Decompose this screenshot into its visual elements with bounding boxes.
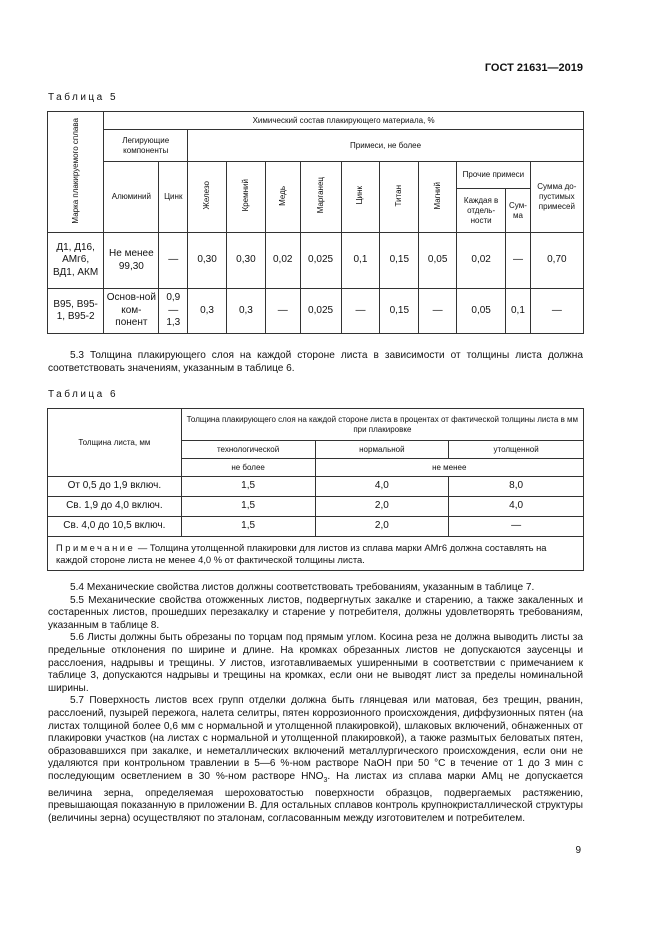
cell-imp: — <box>265 289 300 334</box>
cell-zinc: — <box>159 233 188 289</box>
cell-imp: 0,025 <box>300 289 341 334</box>
cell-normal: 2,0 <box>315 497 449 517</box>
col-total-header: Сумма до-пустимых примесей <box>530 162 583 233</box>
col-each-header: Каждая в отдель-ности <box>457 189 506 233</box>
imp-head-zinc: Цинк <box>341 162 380 233</box>
cell-imp: 0,3 <box>226 289 265 334</box>
cell-tech: 1,5 <box>181 477 315 497</box>
table-row <box>48 233 584 289</box>
col-normal-header: нормальной <box>315 441 449 459</box>
cell-sum: — <box>506 233 531 289</box>
imp-head-iron: Железо <box>188 162 227 233</box>
cell-total: — <box>530 289 583 334</box>
cell-imp: 0,30 <box>226 233 265 289</box>
cell-imp: — <box>341 289 380 334</box>
col-thick-header: утолщенной <box>449 441 584 459</box>
col-brand-header: Марка плакируемого сплава <box>48 112 104 233</box>
paragraph-5-7: 5.7 Поверхность листов всех групп отделки должна быть глянцевая или матовая, без трещин, рванин, расслоений, пузырей пережога, налета селитры, пятен коррозионного происхождения, диффузионных пятен (на листах толщиной более 0,6 мм с нормальной и утолщенной плакировкой), шлаковых включений, обнаженных от плакировки участков (на листах с нормальной и утолщенной плакировкой), а также размытых беловатых пятен, образовавшихся при закалке, и неметаллических включений металлургического происхождения, если они не удаляются при контрольном травлении в 5—6 %-ном растворе NaOH при 50 °С в течение от 1 до 3 мин с последующим осветлением в 30 %-ном растворе $HNO_3$. На листах из сплава марки АМц не допускается величина зерна, определяемая шероховатостью поверхности образцов, подвергаемых растяжению, превышающая показанную в приложении В. Для остальных сплавов контроль крупнокристаллической структуры (величины зерна) осуществляют по эталонам, согласованным между изготовителем и потребителем. <box>48 695 583 824</box>
col-sum-header: Сум-ма <box>506 189 531 233</box>
col-alloying-header: Легирующие компоненты <box>104 130 188 162</box>
body-text <box>48 582 583 825</box>
cell-imp: 0,30 <box>188 233 227 289</box>
table-row <box>48 517 584 537</box>
table-6 <box>47 408 584 571</box>
cell-range: От 0,5 до 1,9 включ. <box>48 477 182 497</box>
cell-imp: 0,02 <box>265 233 300 289</box>
imp-head-titanium: Титан <box>380 162 419 233</box>
imp-head-magnesium: Магний <box>419 162 457 233</box>
imp-head-copper: Медь <box>265 162 300 233</box>
col-zinc-header: Цинк <box>159 162 188 233</box>
note-text: — Толщина утолщенной плакировки для листов из сплава марки АМг6 должна составлять на каждой стороне листа не менее 4,0 % от фактической толщины листа. <box>56 541 547 565</box>
cell-each: 0,02 <box>457 233 506 289</box>
cell-imp: 0,15 <box>380 289 419 334</box>
table-row <box>48 477 584 497</box>
col-aluminum-header: Алюминий <box>104 162 159 233</box>
cell-imp: 0,05 <box>419 233 457 289</box>
cell-imp: — <box>419 289 457 334</box>
paragraph-5-3: 5.3 Толщина плакирующего слоя на каждой стороне листа в зависимости от толщины листа должна соответствовать значениям, указанным в таблице 6. <box>48 350 583 374</box>
table5-caption: Таблица 5 <box>48 92 119 103</box>
paragraph-5-4: 5.4 Механические свойства листов должны соответствовать требованиям, указанным в таблице 7. <box>70 582 535 593</box>
col-layer-header: Толщина плакирующего слоя на каждой стороне листа в процентах от фактической толщины листа в мм при плакировке <box>181 409 583 441</box>
cell-thick: — <box>449 517 584 537</box>
cell-total: 0,70 <box>530 233 583 289</box>
cell-imp: 0,025 <box>300 233 341 289</box>
cell-imp: 0,3 <box>188 289 227 334</box>
paragraph-5-6: 5.6 Листы должны быть обрезаны по торцам под прямым углом. Косина реза не должна выводить листы за предельные отклонения по ширине и длине. На кромках обрезанных листов не допускаются заусенцы и расслоения, надрывы и трещины. У листов, изготавливаемых уширенными в соответствии с примечанием к таблице 3, допускаются надрывы и трещины на кромках, если они не выводят лист за пределы номинальной ширины. <box>48 632 583 694</box>
note-label: Примечание <box>56 541 136 553</box>
page-number: 9 <box>575 845 581 856</box>
cell-normal: 4,0 <box>315 477 449 497</box>
document-code: ГОСТ 21631—2019 <box>484 62 583 74</box>
cell-thick: 4,0 <box>449 497 584 517</box>
cell-tech: 1,5 <box>181 517 315 537</box>
cell-tech: 1,5 <box>181 497 315 517</box>
table6-caption: Таблица 6 <box>48 389 119 400</box>
cell-range: Св. 1,9 до 4,0 включ. <box>48 497 182 517</box>
paragraph-5-5: 5.5 Механические свойства отожженных листов, подвергнутых закалке и старению, а также закаленных и состаренных листов, прошедших перезакалку и старение у потребителя, должны удовлетворять требованиям, указанным в таблице 8. <box>48 594 583 631</box>
table-5 <box>47 111 584 334</box>
cell-each: 0,05 <box>457 289 506 334</box>
cell-imp: 0,15 <box>380 233 419 289</box>
col-impurities-header: Примеси, не более <box>188 130 584 162</box>
col-chem-header: Химический состав плакирующего материала, % <box>104 112 584 130</box>
table-row <box>48 497 584 517</box>
imp-head-manganese: Марганец <box>300 162 341 233</box>
not-less-header: не менее <box>315 459 584 477</box>
col-other-header: Прочие примеси <box>457 162 531 189</box>
cell-sum: 0,1 <box>506 289 531 334</box>
cell-aluminum: Не менее 99,30 <box>104 233 159 289</box>
table-row <box>48 289 584 334</box>
cell-aluminum: Основ-ной ком-понент <box>104 289 159 334</box>
cell-thick: 8,0 <box>449 477 584 497</box>
cell-zinc: 0,9—1,3 <box>159 289 188 334</box>
not-more-header: не более <box>181 459 315 477</box>
cell-range: Св. 4,0 до 10,5 включ. <box>48 517 182 537</box>
cell-normal: 2,0 <box>315 517 449 537</box>
imp-head-silicon: Кремний <box>226 162 265 233</box>
cell-imp: 0,1 <box>341 233 380 289</box>
table6-note <box>48 537 584 571</box>
col-thickness-header: Толщина листа, мм <box>48 409 182 477</box>
cell-brand: Д1, Д16, АМг6, ВД1, АКМ <box>48 233 104 289</box>
cell-brand: В95, В95-1, В95-2 <box>48 289 104 334</box>
col-tech-header: технологической <box>181 441 315 459</box>
